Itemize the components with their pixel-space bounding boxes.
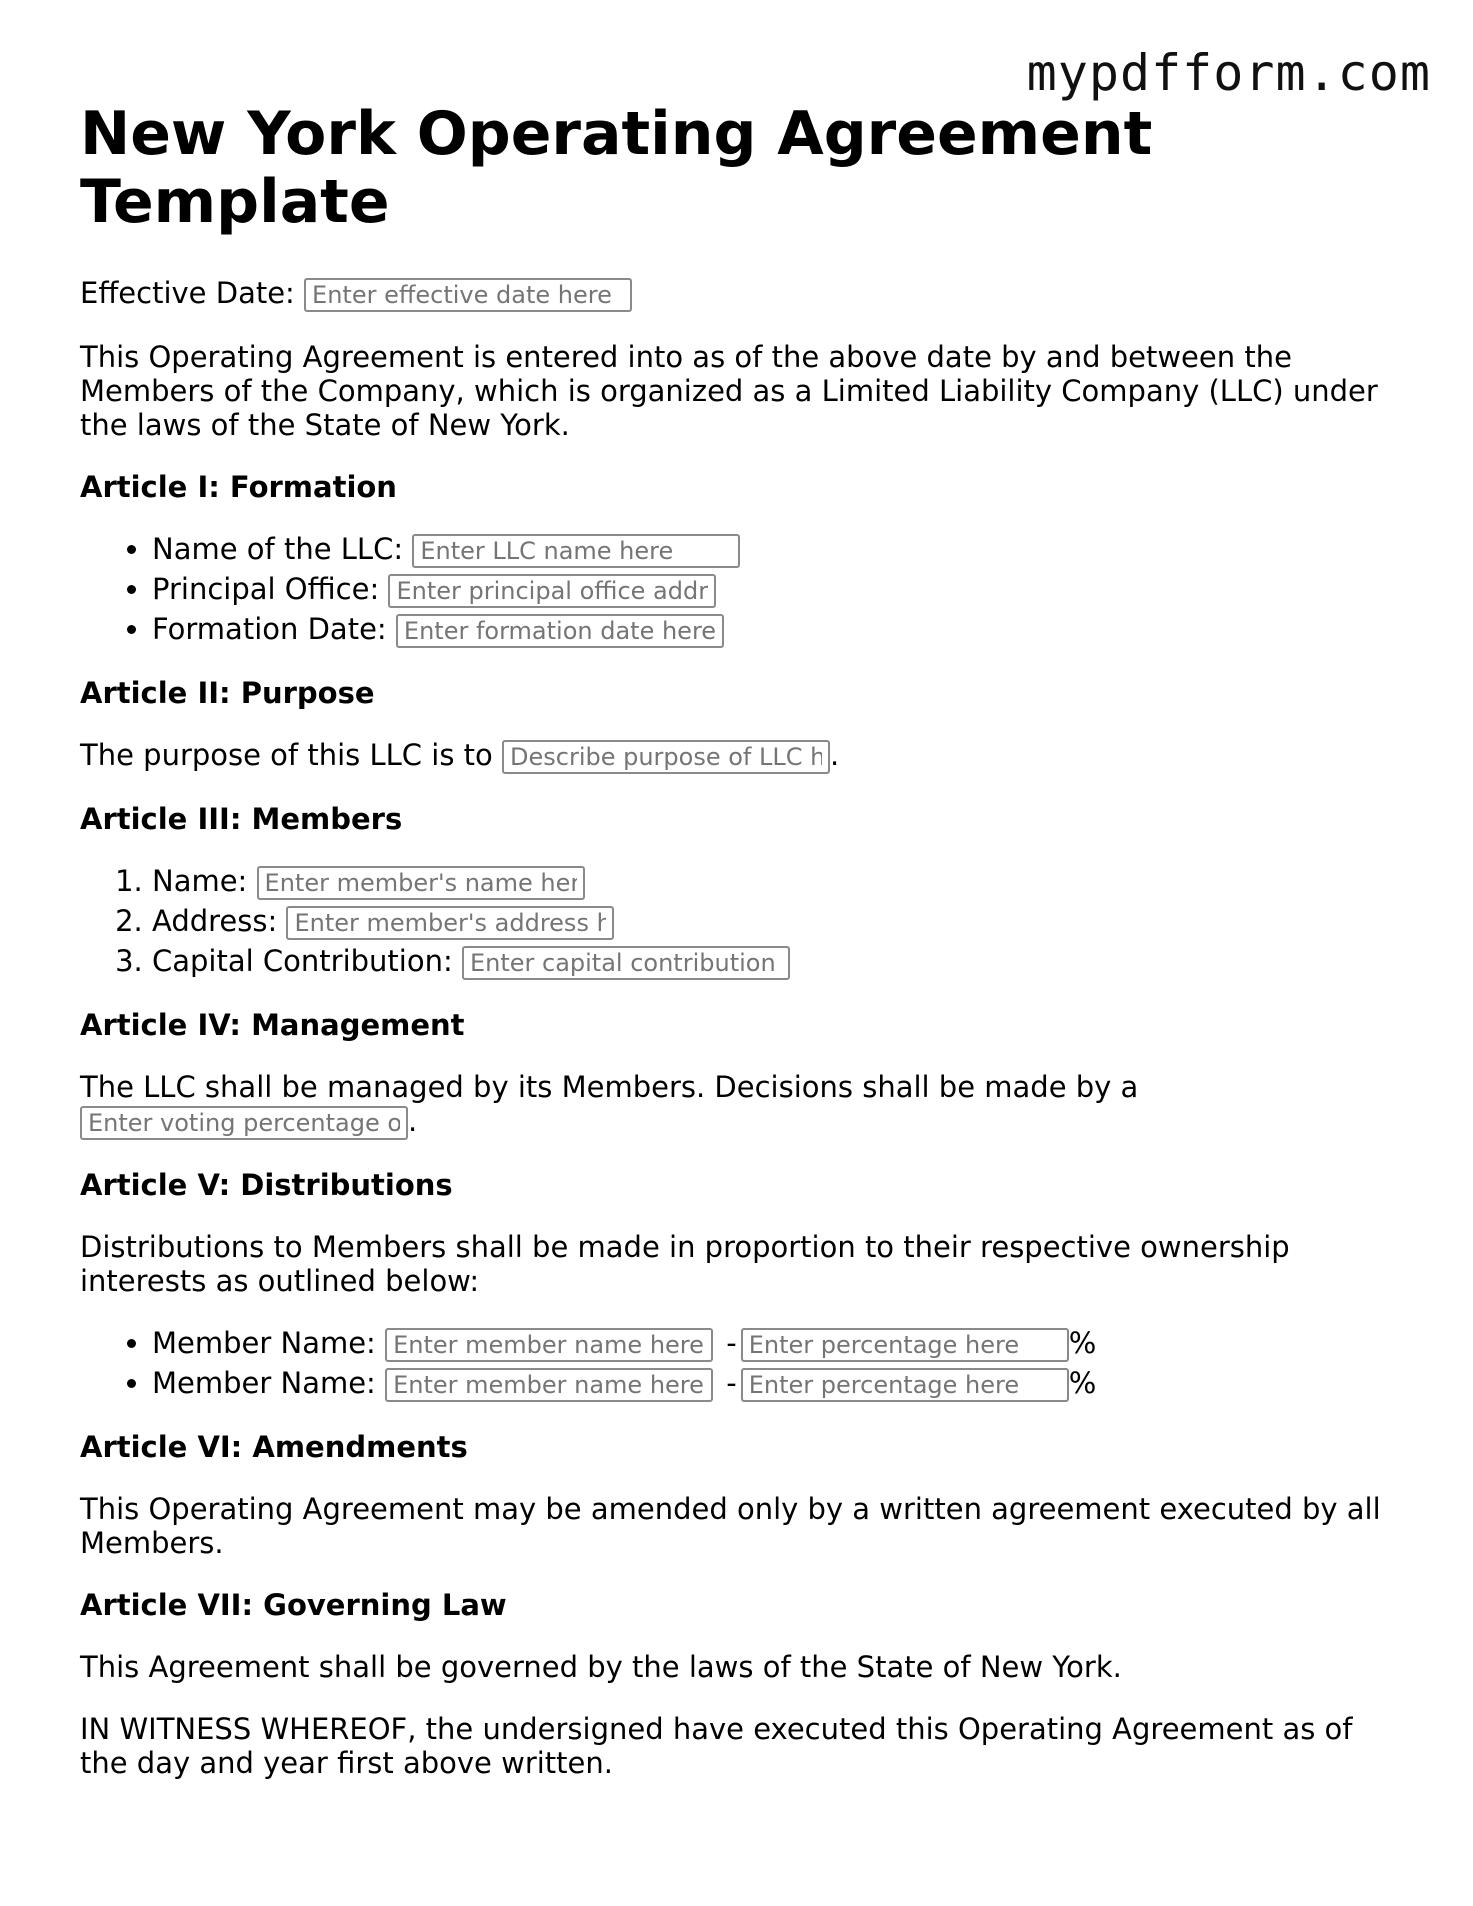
page-title: New York Operating Agreement Template	[80, 99, 1153, 237]
governing-law-paragraph: This Agreement shall be governed by the laws of the State of New York.	[80, 1650, 1122, 1684]
list-item	[152, 532, 1400, 568]
dash-separator: -	[726, 1326, 737, 1360]
amendments-paragraph: This Operating Agreement may be amended only by a written agreement executed by all Members.	[80, 1492, 1381, 1560]
distribution-percentage-input[interactable]	[741, 1368, 1069, 1402]
member-address-input[interactable]	[286, 906, 614, 940]
distributions-list	[80, 1326, 1400, 1402]
formation-date-input[interactable]	[396, 614, 724, 648]
llc-name-input[interactable]	[412, 534, 740, 568]
effective-date-label: Effective Date:	[80, 276, 295, 310]
capital-contribution-input[interactable]	[462, 946, 790, 980]
list-item	[152, 612, 1400, 648]
capital-contribution-label: Capital Contribution:	[152, 944, 453, 978]
formation-date-label: Formation Date:	[152, 612, 387, 646]
effective-date-input[interactable]	[304, 278, 632, 312]
principal-office-label: Principal Office:	[152, 572, 380, 606]
percent-sign: %	[1068, 1326, 1097, 1360]
purpose-period: .	[830, 738, 840, 772]
distributions-paragraph: Distributions to Members shall be made in proportion to their respective ownership interests as outlined below:	[80, 1230, 1290, 1298]
article-5-heading: Article V: Distributions	[80, 1168, 453, 1202]
distribution-member-label: Member Name:	[152, 1366, 376, 1400]
voting-method-input[interactable]	[80, 1106, 408, 1140]
effective-date-line	[80, 276, 1400, 312]
purpose-text: The purpose of this LLC is to	[80, 738, 493, 772]
agreement-document	[80, 100, 1400, 1808]
distribution-member-name-input[interactable]	[385, 1368, 713, 1402]
percent-sign: %	[1068, 1366, 1097, 1400]
article-4-heading: Article IV: Management	[80, 1008, 465, 1042]
list-item	[152, 1366, 1400, 1402]
formation-list	[80, 532, 1400, 648]
intro-paragraph: This Operating Agreement is entered into as of the above date by and between the Members of the Company, which is organized as a Limited Liability Company (LLC) under the laws of the State of New York.	[80, 340, 1378, 442]
site-watermark: mypdfform.com	[1026, 44, 1431, 102]
management-period: .	[408, 1104, 418, 1138]
members-list	[80, 864, 1400, 980]
member-name-input[interactable]	[257, 866, 585, 900]
purpose-input[interactable]	[502, 740, 830, 774]
list-item	[152, 864, 1400, 900]
article-3-heading: Article III: Members	[80, 802, 403, 836]
principal-office-input[interactable]	[388, 574, 716, 608]
list-item	[152, 1326, 1400, 1362]
dash-separator: -	[726, 1366, 737, 1400]
purpose-paragraph	[80, 738, 1400, 774]
distribution-member-label: Member Name:	[152, 1326, 376, 1360]
article-6-heading: Article VI: Amendments	[80, 1430, 468, 1464]
member-address-label: Address:	[152, 904, 278, 938]
management-text: The LLC shall be managed by its Members. Decisions shall be made by a	[80, 1070, 1139, 1104]
article-2-heading: Article II: Purpose	[80, 676, 375, 710]
article-7-heading: Article VII: Governing Law	[80, 1588, 507, 1622]
article-1-heading: Article I: Formation	[80, 470, 397, 504]
management-paragraph	[80, 1070, 1400, 1140]
member-name-label: Name:	[152, 864, 248, 898]
list-item	[152, 572, 1400, 608]
distribution-percentage-input[interactable]	[741, 1328, 1069, 1362]
witness-paragraph: IN WITNESS WHEREOF, the undersigned have executed this Operating Agreement as of the day and year first above written.	[80, 1712, 1353, 1780]
list-item	[152, 944, 1400, 980]
llc-name-label: Name of the LLC:	[152, 532, 404, 566]
list-item	[152, 904, 1400, 940]
distribution-member-name-input[interactable]	[385, 1328, 713, 1362]
